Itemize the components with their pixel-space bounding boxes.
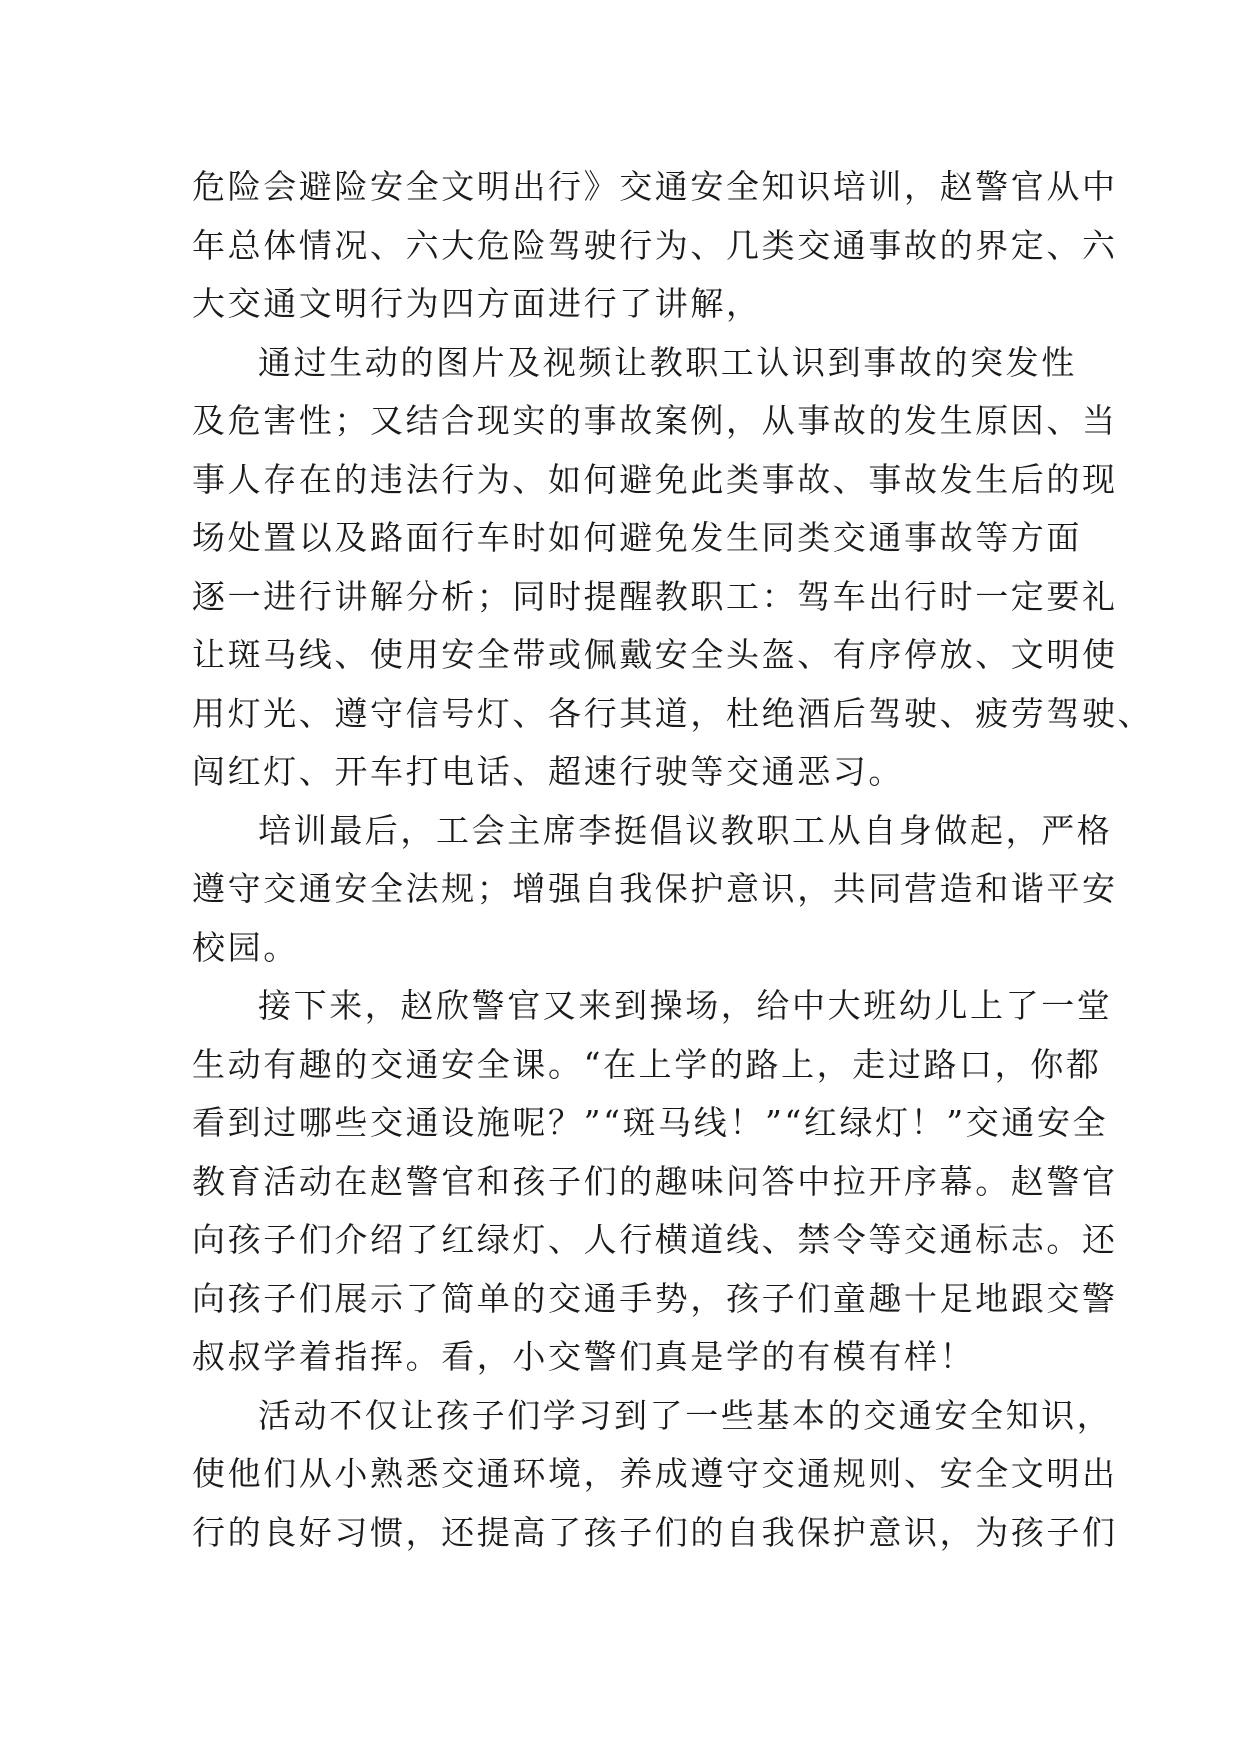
- text-line: 使他们从小熟悉交通环境，养成遵守交通规则、安全文明出: [192, 1454, 1118, 1493]
- text-line: 叔叔学着指挥。看，小交警们真是学的有模有样！: [192, 1337, 976, 1376]
- text-line: 活动不仅让孩子们学习到了一些基本的交通安全知识，: [258, 1395, 1113, 1435]
- text-line: 生动有趣的交通安全课。“在上学的路上，走过路口，你都: [192, 1044, 1102, 1084]
- text-line: 逐一进行讲解分析；同时提醒教职工：驾车出行时一定要礼: [192, 576, 1118, 616]
- text-line: 闯红灯、开车打电话、超速行驶等交通恶习。: [192, 752, 904, 791]
- text-line: 校园。: [192, 927, 299, 967]
- text-line: 大交通文明行为四方面进行了讲解，: [192, 284, 762, 323]
- text-line: 事人存在的违法行为、如何避免此类事故、事故发生后的现: [192, 459, 1118, 499]
- text-line: 通过生动的图片及视频让教职工认识到事故的突发性: [258, 342, 1077, 382]
- text-line: 年总体情况、六大危险驾驶行为、几类交通事故的界定、六: [192, 225, 1118, 265]
- body-text: [192, 158, 1154, 1562]
- text-line: 场处置以及路面行车时如何避免发生同类交通事故等方面: [192, 518, 1082, 557]
- text-line: 接下来，赵欣警官又来到操场，给中大班幼儿上了一堂: [258, 986, 1113, 1025]
- text-line: 看到过哪些交通设施呢？”“斑马线！”“红绿灯！”交通安全: [192, 1103, 1109, 1142]
- text-line: 及危害性；又结合现实的事故案例，从事故的发生原因、当: [192, 401, 1118, 440]
- text-line: 危险会避险安全文明出行》交通安全知识培训，赵警官从中: [192, 167, 1118, 206]
- text-line: 教育活动在赵警官和孩子们的趣味问答中拉开序幕。赵警官: [192, 1161, 1118, 1201]
- text-line: 用灯光、遵守信号灯、各行其道，杜绝酒后驾驶、疲劳驾驶、: [192, 693, 1154, 733]
- text-line: 遵守交通安全法规；增强自我保护意识，共同营造和谐平安: [192, 869, 1118, 908]
- text-line: 向孩子们展示了简单的交通手势，孩子们童趣十足地跟交警: [192, 1278, 1118, 1318]
- text-line: 向孩子们介绍了红绿灯、人行横道线、禁令等交通标志。还: [192, 1220, 1118, 1259]
- text-line: 行的良好习惯，还提高了孩子们的自我保护意识，为孩子们: [192, 1512, 1118, 1552]
- text-line: 让斑马线、使用安全带或佩戴安全头盔、有序停放、文明使: [192, 635, 1118, 674]
- text-line: 培训最后，工会主席李挺倡议教职工从自身做起，严格: [258, 810, 1113, 850]
